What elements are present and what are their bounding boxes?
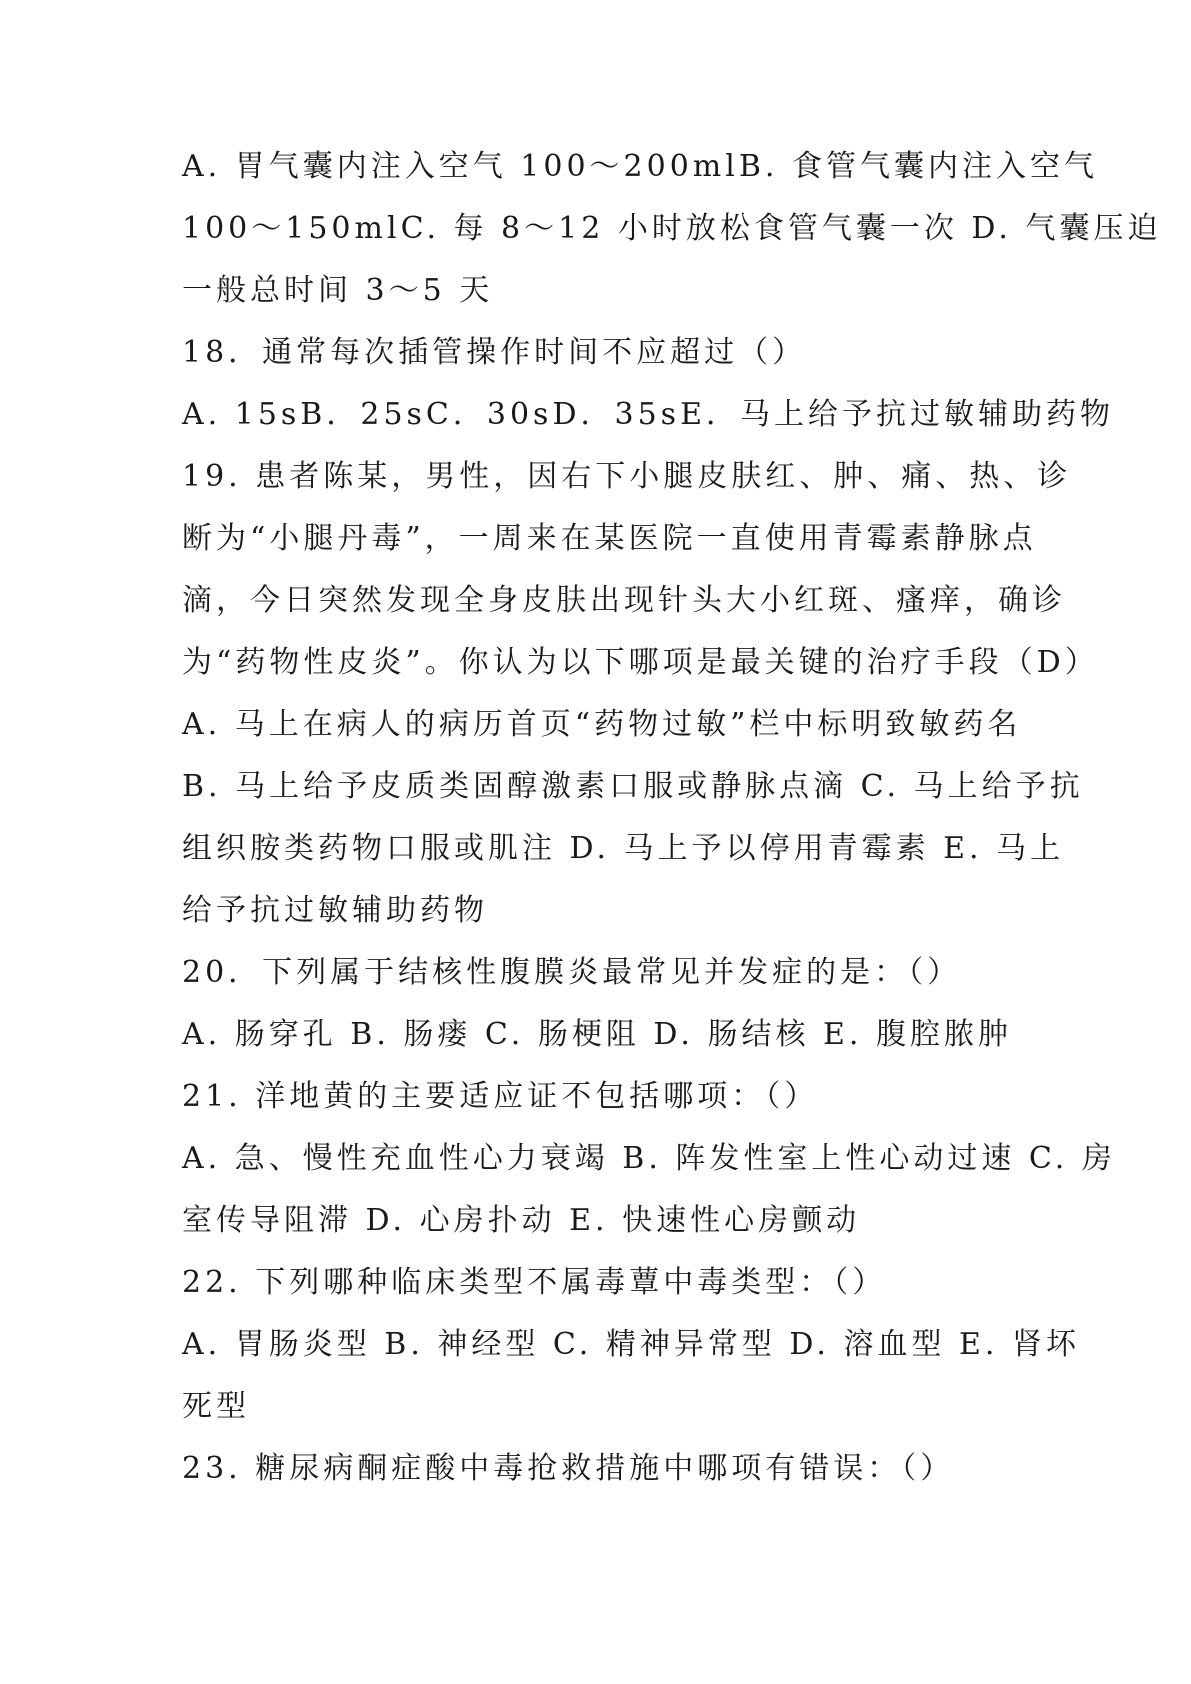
text-line: B. 马上给予皮质类固醇激素口服或静脉点滴 C. 马上给予抗 (182, 769, 1084, 804)
question-22: 22. 下列哪种临床类型不属毒蕈中毒类型：（） (182, 1265, 887, 1300)
question-20-options: A. 肠穿孔 B. 肠瘘 C. 肠梗阻 D. 肠结核 E. 腹腔脓肿 (182, 1017, 1012, 1052)
question-22-options: A. 胃肠炎型 B. 神经型 C. 精神异常型 D. 溶血型 E. 肾坏 (182, 1327, 1080, 1362)
question-21: 21. 洋地黄的主要适应证不包括哪项：（） (182, 1079, 819, 1114)
text-line: 给予抗过敏辅助药物 (182, 893, 488, 928)
question-18: 18．通常每次插管操作时间不应超过（） (182, 335, 807, 370)
text-line: 为“药物性皮炎”。你认为以下哪项是最关键的治疗手段（D） (182, 645, 1099, 680)
text-line: 滴，今日突然发现全身皮肤出现针头大小红斑、瘙痒，确诊 (182, 583, 1066, 618)
text-line: 死型 (182, 1389, 250, 1424)
text-line: 室传导阻滞 D. 心房扑动 E. 快速性心房颤动 (182, 1203, 861, 1238)
question-23: 23. 糖尿病酮症酸中毒抢救措施中哪项有错误：（） (182, 1451, 955, 1486)
text-line: 断为“小腿丹毒”，一周来在某医院一直使用青霉素静脉点 (182, 521, 1037, 556)
document-body (182, 136, 1162, 1500)
text-line: 组织胺类药物口服或肌注 D. 马上予以停用青霉素 E. 马上 (182, 831, 1065, 866)
text-line: A. 胃气囊内注入空气 100～200mlB. 食管气囊内注入空气 (182, 149, 1098, 184)
question-19-options: A. 马上在病人的病历首页“药物过敏”栏中标明致敏药名 (182, 707, 1022, 742)
question-20: 20．下列属于结核性腹膜炎最常见并发症的是：（） (182, 955, 962, 990)
question-19: 19. 患者陈某，男性，因右下小腿皮肤红、肿、痛、热、诊 (182, 459, 1072, 494)
question-21-options: A. 急、慢性充血性心力衰竭 B. 阵发性室上性心动过速 C. 房 (182, 1141, 1116, 1176)
text-line: 一般总时间 3～5 天 (182, 273, 494, 308)
text-line: 100～150mlC. 每 8～12 小时放松食管气囊一次 D. 气囊压迫 (182, 211, 1162, 246)
question-18-options: A. 15sB．25sC．30sD．35sE．马上给予抗过敏辅助药物 (182, 397, 1114, 432)
